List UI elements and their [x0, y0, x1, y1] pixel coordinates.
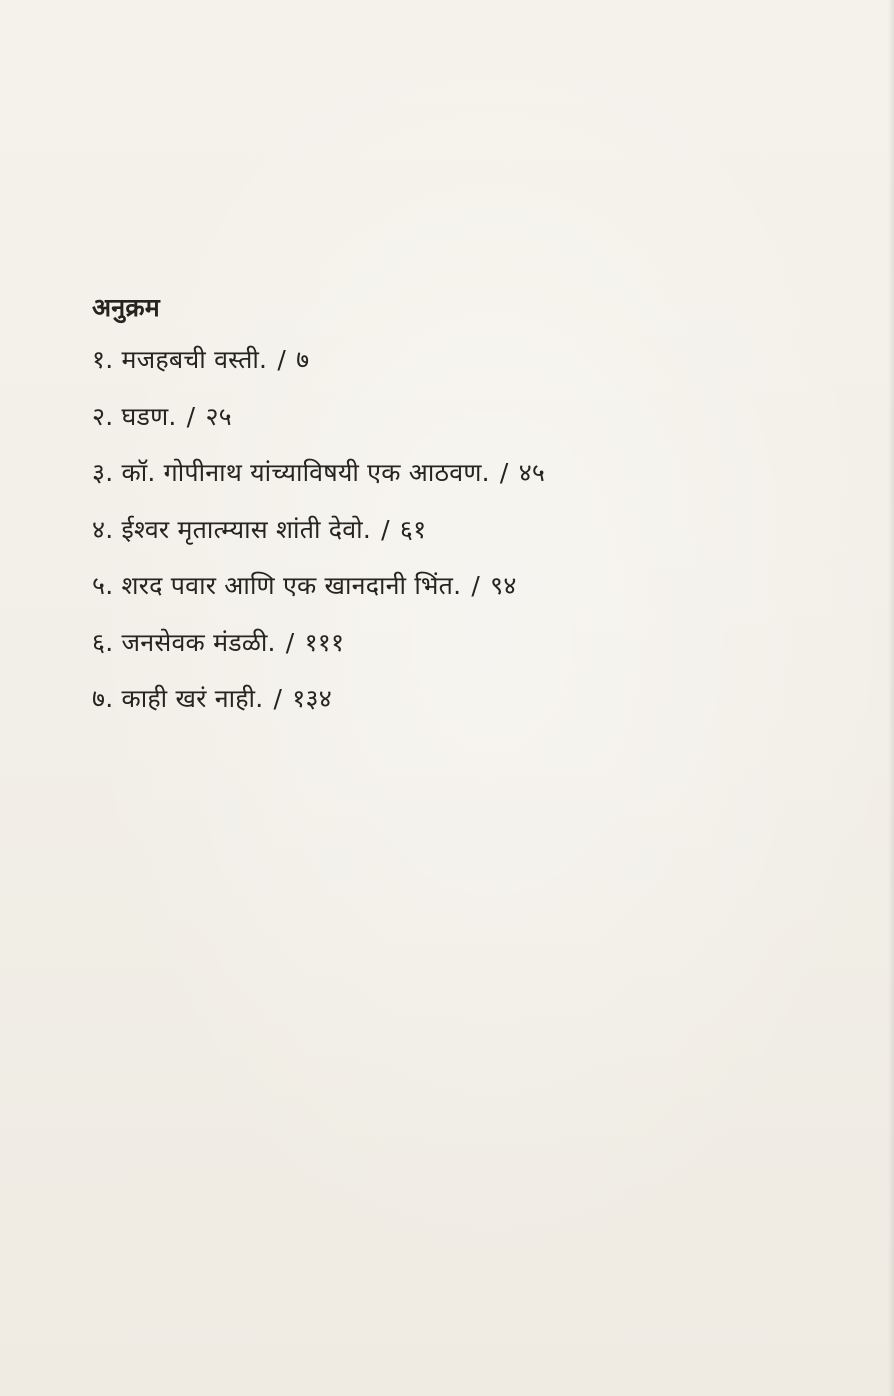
toc-separator: / — [471, 571, 481, 600]
toc-entry-5 — [92, 566, 812, 606]
toc-separator: / — [277, 345, 286, 374]
table-of-contents — [92, 288, 812, 736]
toc-entry-number: १. — [92, 345, 114, 374]
toc-entry-title: मजहबची वस्ती. — [121, 345, 268, 374]
toc-entry-number: ३. — [92, 458, 114, 487]
toc-entry-3 — [92, 453, 812, 493]
toc-entry-page: १३४ — [292, 684, 332, 713]
toc-entry-6 — [92, 623, 812, 663]
toc-entry-page: २५ — [205, 401, 232, 431]
toc-entry-page: १११ — [304, 627, 345, 657]
toc-entry-page: ७ — [296, 345, 310, 374]
toc-entry-title: काही खरं नाही. — [121, 684, 264, 713]
toc-entry-7 — [92, 679, 812, 719]
toc-entry-number: ५. — [92, 571, 114, 600]
toc-entry-page: ९४ — [490, 571, 517, 600]
toc-separator: / — [285, 627, 295, 657]
toc-entry-title: कॉ. गोपीनाथ यांच्याविषयी एक आठवण. — [121, 458, 490, 487]
toc-separator: / — [381, 514, 390, 544]
toc-separator: / — [186, 401, 196, 431]
toc-entry-4 — [92, 510, 812, 550]
toc-entry-page: ६१ — [399, 514, 427, 544]
toc-entry-title: घडण. — [121, 401, 177, 431]
toc-entry-number: ७. — [92, 684, 114, 713]
toc-entry-number: २. — [92, 401, 114, 431]
toc-entry-title: ईश्वर मृतात्म्यास शांती देवो. — [121, 514, 371, 544]
toc-entry-page: ४५ — [518, 458, 546, 487]
toc-entry-2 — [92, 397, 812, 437]
toc-entry-title: शरद पवार आणि एक खानदानी भिंत. — [121, 571, 462, 600]
page-edge-shadow — [888, 0, 894, 1396]
toc-entry-number: ४. — [92, 514, 114, 544]
toc-entry-title: जनसेवक मंडळी. — [121, 627, 276, 657]
toc-heading: अनुक्रम — [92, 293, 160, 322]
toc-entry-1 — [92, 340, 812, 380]
toc-list — [92, 340, 812, 719]
toc-separator: / — [273, 684, 283, 713]
toc-separator: / — [499, 458, 509, 487]
toc-entry-number: ६. — [92, 627, 114, 657]
